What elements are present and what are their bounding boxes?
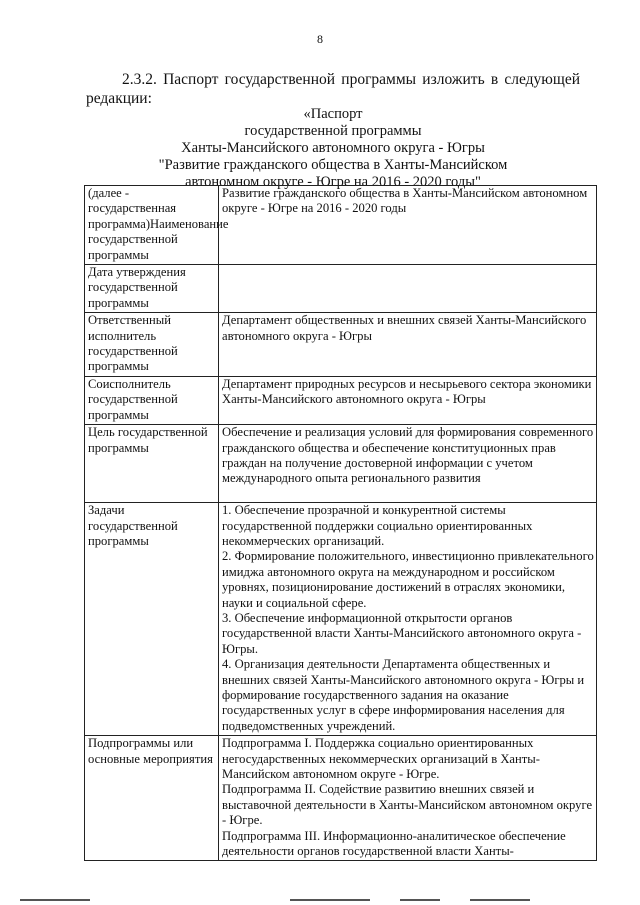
row-value-line: 4. Организация деятельности Департамента общественных и внешних связей Ханты-Мансийского автономного округа - Югры и формирование государственного задания на оказание государственных услуг в сфере информирования населения для подведомственных учреждений. bbox=[222, 657, 585, 733]
heading-line-4: "Развитие гражданского общества в Ханты-Мансийском bbox=[158, 157, 508, 173]
heading-line-1: «Паспорт bbox=[303, 106, 363, 122]
intro-paragraph bbox=[86, 70, 580, 108]
table-row bbox=[85, 376, 597, 424]
row-label: Цель государственной программы bbox=[85, 425, 219, 503]
row-value bbox=[219, 265, 597, 313]
scan-artifact bbox=[0, 893, 640, 905]
scan-artifact-mark bbox=[400, 899, 440, 901]
table-row bbox=[85, 186, 597, 265]
scan-artifact-mark bbox=[290, 899, 370, 901]
row-value bbox=[219, 425, 597, 503]
row-value-line: 3. Обеспечение информационной открытости органов государственной власти Ханты-Мансийского автономного округа - Югры. bbox=[222, 610, 582, 656]
row-label: Дата утверждения государственной программы bbox=[85, 265, 219, 313]
scan-artifact-mark bbox=[20, 899, 90, 901]
row-value-line: 2. Формирование положительного, инвестиционно привлекательного имиджа автономного округа на международном и российском уровнях, позиционирование достижений в отраслях экономики, науки и социальной сфере. bbox=[222, 549, 594, 610]
table-row bbox=[85, 736, 597, 861]
table-row bbox=[85, 313, 597, 377]
table-row bbox=[85, 503, 597, 736]
row-value bbox=[219, 376, 597, 424]
row-label: Подпрограммы или основные мероприятия bbox=[85, 736, 219, 861]
heading-line-5: автономном округе - Югре на 2016 - 2020 годы" bbox=[185, 174, 481, 190]
table-row bbox=[85, 425, 597, 503]
heading-line-2: государственной программы bbox=[244, 123, 422, 139]
row-label: Задачи государственной программы bbox=[85, 503, 219, 736]
page-number: 8 bbox=[317, 32, 323, 46]
row-value-line: Подпрограмма II. Содействие развитию внешних связей и выставочной деятельности в Ханты-Мансийском автономном округе - Югре. bbox=[222, 782, 593, 828]
row-value bbox=[219, 186, 597, 265]
row-value-line: 1. Обеспечение прозрачной и конкурентной системы государственной поддержки социально ориентированных некоммерческих организаций. bbox=[222, 503, 533, 548]
row-value bbox=[219, 503, 597, 736]
scan-artifact-mark bbox=[470, 899, 530, 901]
row-label: Ответственный исполнитель государственной программы bbox=[85, 313, 219, 377]
passport-table bbox=[84, 185, 597, 861]
row-value-line: Обеспечение и реализация условий для формирования современного гражданского общества и обеспечение конституционных прав граждан на получение достоверной информации с учетом международного опыта регионального развития bbox=[222, 425, 594, 486]
table-row bbox=[85, 265, 597, 313]
row-value-line: Департамент природных ресурсов и несырьевого сектора экономики Ханты-Мансийского автономного округа - Югры bbox=[222, 376, 592, 407]
heading-line-3: Ханты-Мансийского автономного округа - Югры bbox=[181, 140, 485, 156]
row-value-line: Департамент общественных и внешних связей Ханты-Мансийского автономного округа - Югры bbox=[222, 313, 587, 343]
intro-line-2: редакции: bbox=[86, 90, 152, 107]
row-value bbox=[219, 736, 597, 861]
row-value-line: Подпрограмма I. Поддержка социально ориентированных негосударственных некоммерческих организаций в Ханты-Мансийском автономном округе - Югре. bbox=[222, 736, 540, 781]
row-label: (далее - государственная программа)Наименование государственной программы bbox=[85, 186, 219, 265]
row-label: Соисполнитель государственной программы bbox=[85, 376, 219, 424]
passport-heading bbox=[86, 106, 580, 191]
row-value bbox=[219, 313, 597, 377]
row-value-line: Подпрограмма III. Информационно-аналитическое обеспечение деятельности органов государственной власти Ханты- bbox=[222, 828, 566, 859]
intro-line-1: 2.3.2. Паспорт государственной программы изложить в следующей bbox=[122, 71, 580, 88]
row-value-line: Развитие гражданского общества в Ханты-Мансийском автономном округе - Югре на 2016 - 2020 годы bbox=[222, 186, 588, 216]
